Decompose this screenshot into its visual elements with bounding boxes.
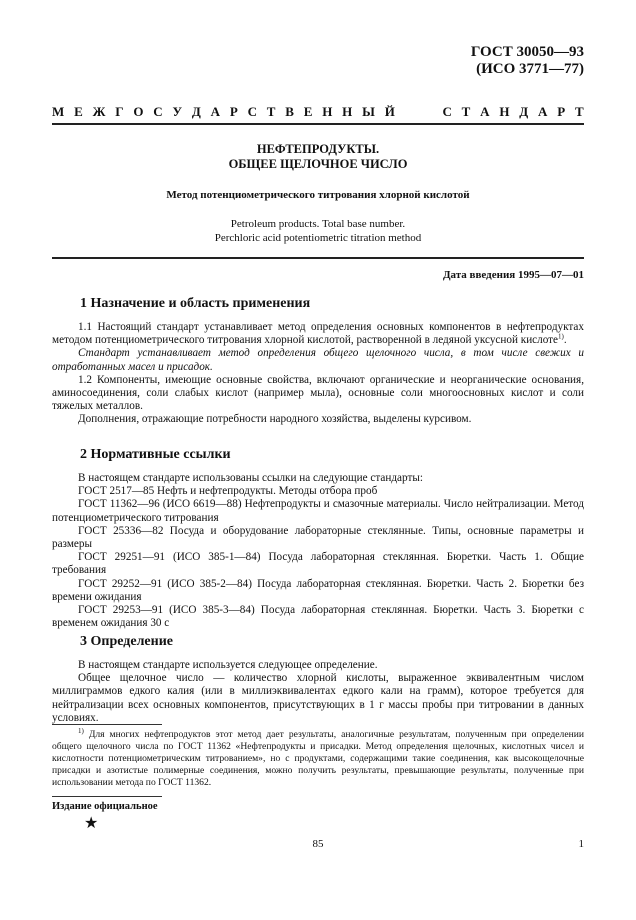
section-1-paragraph-3: 1.2 Компоненты, имеющие основные свойства, включают органические и неорганические основания, аминосоединения, соли слабых кислот (например мыла), основные соли многоосновных кислот и соли тяжелых металлов. xyxy=(52,373,584,413)
footnote-marker: 1) xyxy=(558,332,564,341)
section-3-heading: 3 Определение xyxy=(80,634,173,649)
section-1-heading: 1 Назначение и область применения xyxy=(80,296,311,311)
title-line-1: НЕФТЕПРОДУКТЫ. xyxy=(256,142,380,156)
introduction-date: Дата введения 1995—07—01 xyxy=(442,269,584,281)
footnote-number: 1) xyxy=(78,726,84,735)
section-1-paragraph-2: Стандарт устанавливает метод определения общего щелочного числа, в том числе свежих и отработанных масел и присадок. xyxy=(52,347,584,373)
section-1-p1-end: . xyxy=(563,334,567,347)
reference-item: ГОСТ 25336—82 Посуда и оборудование лабораторные стеклянные. Типы, основные параметры и размеры xyxy=(52,524,584,551)
title-line-2: ОБЩЕЕ ЩЕЛОЧНОЕ ЧИСЛО xyxy=(228,157,408,171)
banner-letter: Й xyxy=(384,104,395,119)
footnote xyxy=(52,726,585,789)
interstate-standard-banner xyxy=(52,104,584,120)
banner-letter: Т xyxy=(575,104,584,119)
banner-letter: С xyxy=(153,104,163,119)
section-3-paragraph-1: В настоящем стандарте используется следующее определение. xyxy=(78,659,378,671)
official-edition-label: Издание официальное xyxy=(52,801,158,812)
middle-rule xyxy=(52,257,584,259)
section-references xyxy=(52,447,584,630)
section-definition xyxy=(52,634,584,725)
banner-letter: О xyxy=(133,104,144,119)
banner-letter: М xyxy=(52,104,65,119)
footnote-rule xyxy=(52,724,162,725)
document-title xyxy=(52,142,584,172)
section-scope xyxy=(52,296,584,427)
section-1-p1-text: 1.1 Настоящий стандарт устанавливает метод определения основных компонентов в нефтепродуктах методом потенциометрического титрования хлорной кислотой, растворенной в ледяной уксусной кислоте xyxy=(52,321,584,347)
footer-rule xyxy=(52,796,162,797)
banner-letter: Д xyxy=(519,104,529,119)
reference-item: ГОСТ 29251—91 (ИСО 385-1—84) Посуда лабораторная стеклянная. Бюретки. Часть 1. Общие требования xyxy=(52,551,584,577)
reference-item: ГОСТ 11362—96 (ИСО 6619—88) Нефтепродукты и смазочные материалы. Число нейтрализации. Метод потенциометрического титрования xyxy=(52,498,584,524)
banner-gap xyxy=(405,104,433,120)
banner-letter: А xyxy=(538,104,548,119)
reference-item: ГОСТ 2517—85 Нефть и нефтепродукты. Методы отбора проб xyxy=(78,485,378,498)
banner-letter: Д xyxy=(191,104,201,119)
banner-letter: Г xyxy=(115,104,124,119)
sheet-number: 1 xyxy=(578,838,584,850)
banner-letter: Ы xyxy=(362,104,375,119)
banner-letter: Р xyxy=(557,104,566,119)
banner-letter: Н xyxy=(499,104,510,119)
iso-number: (ИСО 3771—77) xyxy=(476,61,584,77)
reference-item: ГОСТ 29253—91 (ИСО 385-3—84) Посуда лабораторная стеклянная. Бюретки. Часть 3. Бюретки с временем ожидания 30 с xyxy=(52,604,584,630)
banner-letter: Е xyxy=(74,104,83,119)
banner-letter: Т xyxy=(266,104,276,119)
section-3-paragraph-2: Общее щелочное число — количество хлорной кислоты, выраженное эквивалентным числом миллиграммов едкого калия (или в миллиэквивалентах едкого кали на грамм), которое требуется для нейтрализации всех основных компонентов, присутствующих в 1 г массы пробы при титровании в данных условиях. xyxy=(52,672,584,724)
banner-letter: Е xyxy=(303,104,313,119)
banner-letter: С xyxy=(247,104,257,119)
banner-letter: Н xyxy=(322,104,333,119)
section-1-paragraph-4: Дополнения, отражающие потребности народного хозяйства, выделены курсивом. xyxy=(78,413,472,426)
gost-code-block xyxy=(471,44,584,78)
method-subtitle: Метод потенциометрического титрования хлорной кислотой xyxy=(166,189,470,201)
banner-letter: В xyxy=(285,104,294,119)
banner-letter: Н xyxy=(342,104,353,119)
english-title-line-2: Perchloric acid potentiometric titration method xyxy=(214,231,422,244)
star-icon: ★ xyxy=(84,815,99,832)
section-2-heading: 2 Нормативные ссылки xyxy=(80,447,231,462)
section-1-paragraph-1 xyxy=(52,321,584,347)
banner-letter: Ж xyxy=(92,104,106,119)
banner-letter: У xyxy=(172,104,183,119)
banner-letter: Т xyxy=(461,104,471,119)
banner-letter: Р xyxy=(229,104,238,119)
reference-item: ГОСТ 29252—91 (ИСО 385-2—84) Посуда лабораторная стеклянная. Бюретки. Часть 2. Бюретки без времени ожидания xyxy=(52,577,584,603)
section-2-intro: В настоящем стандарте использованы ссылки на следующие стандарты: xyxy=(78,472,423,484)
gost-number: ГОСТ 30050—93 xyxy=(470,44,584,60)
banner-letter: А xyxy=(210,104,220,119)
banner-letter: С xyxy=(442,104,452,119)
english-title xyxy=(52,218,584,245)
top-rule xyxy=(52,123,584,125)
banner-letter: А xyxy=(480,104,490,119)
english-title-line-1: Petroleum products. Total base number. xyxy=(230,218,406,230)
footnote-text: Для многих нефтепродуктов этот метод дает результаты, аналогичные результатам, полученным при определении общего щелочного числа по ГОСТ 11362 «Нефтепродукты и присадки. Метод определения щелочных, кислотных чисел и кислотности потенциометрическим титрованием», но с продуктами, содержащими такие соединения, как высокощелочные присадки и азотистые полимерные соединения, можно получить результаты, превышающие результаты, полученные при использовании метода по ГОСТ 11362. xyxy=(52,729,585,788)
page-number: 85 xyxy=(312,838,324,850)
